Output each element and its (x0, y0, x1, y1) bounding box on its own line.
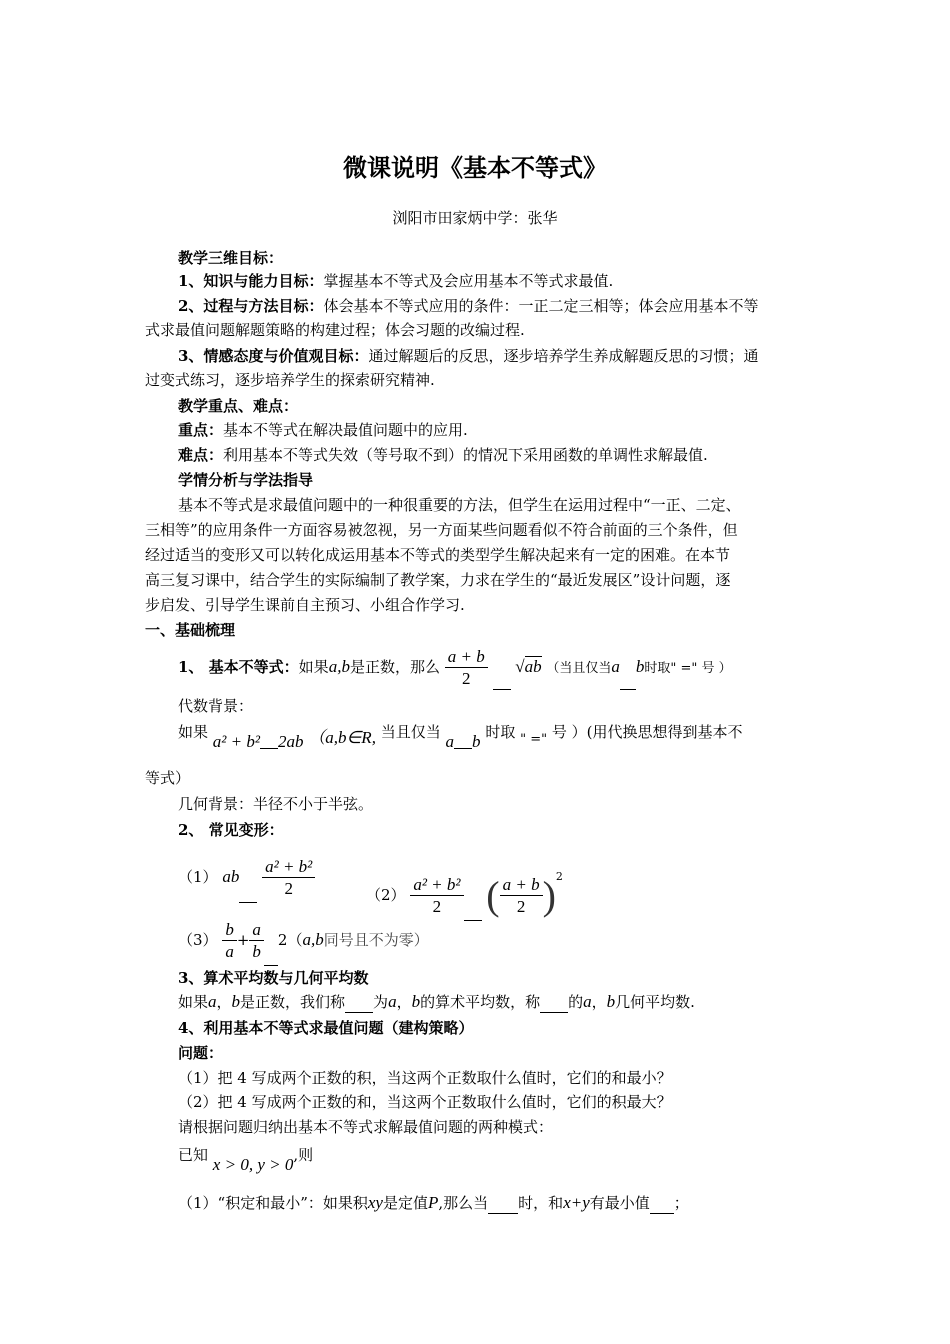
given-label: 已知 (178, 1146, 209, 1164)
question-2: （2）把 4 写成两个正数的和，当这两个正数取什么值时，它们的积最大？ (178, 1093, 672, 1111)
var-b: b (411, 992, 421, 1011)
item-3-e: 的算术平均数，称 (420, 993, 541, 1011)
goal-3 (178, 346, 758, 366)
right-paren: ) (542, 873, 556, 918)
item-3-comma: ， (396, 993, 412, 1011)
difficulty-line (178, 445, 708, 465)
var-a: a (388, 992, 397, 1011)
goal-2-label: 2、过程与方法目标： (178, 297, 324, 315)
given-line (178, 1141, 314, 1174)
item-1-label: 1、 基本不等式： (178, 658, 299, 676)
goal-2 (178, 296, 758, 316)
item-3-comma: ， (591, 993, 607, 1011)
fraction-a2b2-over-2: $\frac{\text{a² + b²}}{2}$ (410, 875, 463, 918)
var-xy: xy (367, 1193, 383, 1212)
focus-text: 基本不等式在解决最值问题中的应用. (223, 421, 468, 439)
item-3-a: 如果 (178, 993, 209, 1011)
goal-1 (178, 271, 613, 291)
variant-2-label: （2） (366, 886, 406, 904)
fraction-b-over-a: $\frac{b}{a}$ (222, 920, 237, 963)
item-3-label: 3、算术平均数与几何平均数 (178, 969, 369, 987)
var-a: a (583, 992, 592, 1011)
algebra-condition: （a,b∈R, (308, 728, 376, 747)
variant-1 (178, 852, 315, 903)
item-2-label: 2、 常见变形： (178, 821, 284, 839)
variant-3: （3） $\frac{b}{a}$ + $\frac{a}{b}$ 2（a,b同号且不为零） (178, 915, 429, 966)
var-ab: a,b (302, 930, 324, 949)
item-4-label: 4、利用基本不等式求最值问题（建构策略） (178, 1019, 474, 1037)
algebra-take: 时取 (485, 723, 516, 741)
page-title: 微课说明《基本不等式》 (343, 154, 607, 182)
blank-relation (493, 645, 511, 690)
expr-ab: ab (222, 867, 240, 886)
goals-heading: 教学三维目标： (178, 249, 284, 267)
algebra-tail: 号 ）(用代换思想得到基本不 (551, 723, 743, 741)
difficulty-label: 难点： (178, 446, 224, 464)
algebra-when: 当且仅当 (380, 723, 441, 741)
summary-line: 请根据问题归纳出基本不等式求解最值问题的两种模式： (178, 1118, 554, 1136)
variant-2 (366, 852, 563, 921)
var-a: a (445, 732, 455, 751)
algebra-tail-cont: 等式） (145, 769, 191, 787)
blank-min (650, 1193, 674, 1214)
goal-1-label: 1、知识与能力目标： (178, 272, 324, 290)
var-b: b (472, 732, 481, 751)
fraction-a2b2-over-2: $\frac{\text{a² + b²}}{2}$ (262, 857, 315, 900)
fraction-a-plus-b-over-2: $\frac{a + b}{2}$ (445, 647, 488, 690)
item-3-text (178, 992, 695, 1013)
key-heading: 教学重点、难点： (178, 397, 299, 415)
var-b: b (635, 657, 645, 676)
var-a: a (208, 992, 217, 1011)
goal-1-text: 掌握基本不等式及会应用基本不等式求最值. (323, 272, 614, 290)
basic-inequality-line (178, 645, 732, 691)
algebra-if: 如果 (178, 723, 209, 741)
blank-relation (260, 724, 278, 749)
given-condition: x > 0, y > 0 (212, 1155, 294, 1174)
value-2: 2 (277, 931, 288, 949)
mode-1-e: 有最小值 (589, 1194, 650, 1212)
mode-1-c: ,那么当 (438, 1194, 489, 1212)
blank-relation (264, 915, 278, 966)
var-b: b (606, 992, 616, 1011)
algebra-line (178, 720, 743, 751)
item-1-text: 如果 (298, 658, 329, 676)
mode-1-line (178, 1193, 689, 1214)
expr-2ab: 2ab (277, 732, 304, 751)
item-3-d: 为 (373, 993, 389, 1011)
blank-relation (239, 852, 257, 903)
variant-1-label: （1） (178, 868, 218, 886)
geometry-line: 几何背景：半径不小于半弦。 (178, 795, 374, 813)
focus-line (178, 420, 468, 440)
goal-3-text: 通过解题后的反思，逐步培养学生养成解题反思的习惯；通 (368, 347, 759, 365)
analysis-line: 高三复习课中，结合学生的实际编制了教学案，力求在学生的“最近发展区”设计问题，逐 (145, 571, 731, 589)
goal-2-cont: 式求最值问题解题策略的构建过程；体会习题的改编过程. (145, 321, 525, 339)
fraction-a-over-b: $\frac{a}{b}$ (249, 920, 264, 963)
goal-2-text: 体会基本不等式应用的条件：一正二定三相等；体会应用基本不等 (323, 297, 759, 315)
given-then: ,则 (293, 1146, 314, 1164)
blank-equal (620, 645, 636, 690)
sqrt-ab: √ab (515, 657, 542, 676)
algebra-eq-sign: " =" (520, 732, 548, 747)
goal-3-cont: 过变式练习，逐步培养学生的探索研究精神. (145, 371, 435, 389)
mode-1-a: （1）“积定和最小”：如果积 (178, 1194, 368, 1212)
mode-1-d: 时，和 (518, 1194, 564, 1212)
var-x-plus-y: x+y (563, 1193, 590, 1212)
expr-a2-b2: a² + b² (212, 732, 260, 751)
variant-3-label: （3） (178, 931, 218, 949)
item-1-text-2: 是正数，那么 (349, 658, 440, 676)
variant-3-open: （ (287, 931, 303, 949)
item-3-c: 是正数，我们称 (240, 993, 346, 1011)
blank-arithmetic (345, 992, 373, 1013)
var-ab: a,b (328, 657, 350, 676)
blank-equal (454, 724, 472, 749)
analysis-line: 步启发、引导学生课前自主预习、小组合作学习. (145, 596, 465, 614)
analysis-line: 基本不等式是求最值问题中的一种很重要的方法，但学生在运用过程中“一正、二定、 (178, 496, 741, 514)
section-1-heading: 一、基础梳理 (145, 621, 236, 639)
algebra-label: 代数背景： (178, 697, 254, 715)
mode-1-f: ； (673, 1194, 689, 1212)
question-1: （1）把 4 写成两个正数的积，当这两个正数取什么值时，它们的和最小？ (178, 1069, 672, 1087)
item-1-condition: （当且仅当 (546, 661, 612, 676)
item-1-condition-end: 时取" =" 号 ） (644, 661, 732, 676)
variant-3-condition: 同号且不为零） (323, 931, 429, 949)
analysis-line: 三相等”的应用条件一方面容易被忽视，另一方面某些问题看似不符合前面的三个条件，但 (145, 521, 738, 539)
left-paren: ( (486, 873, 500, 918)
analysis-heading: 学情分析与学法指导 (178, 471, 314, 489)
item-3-comma: ， (216, 993, 232, 1011)
exponent-2: 2 (555, 870, 563, 883)
mode-1-b: 是定值 (382, 1194, 428, 1212)
var-p: P (428, 1193, 439, 1212)
blank-when (488, 1193, 518, 1214)
difficulty-text: 利用基本不等式失效（等号取不到）的情况下采用函数的单调性求解最值. (223, 446, 708, 464)
var-a: a (611, 657, 620, 676)
item-3-f: 的 (568, 993, 584, 1011)
author-line: 浏阳市田家炳中学：张华 (392, 209, 558, 227)
blank-relation (464, 870, 482, 921)
blank-geometric (540, 992, 568, 1013)
goal-3-label: 3、情感态度与价值观目标： (178, 347, 369, 365)
focus-label: 重点： (178, 421, 224, 439)
fraction-a-plus-b-over-2: $\frac{a + b}{2}$ (500, 875, 543, 918)
analysis-line: 经过适当的变形又可以转化成运用基本不等式的类型学生解决起来有一定的困难。在本节 (145, 546, 731, 564)
item-3-g: 几何平均数. (615, 993, 695, 1011)
question-label: 问题： (178, 1044, 224, 1062)
var-b: b (231, 992, 241, 1011)
